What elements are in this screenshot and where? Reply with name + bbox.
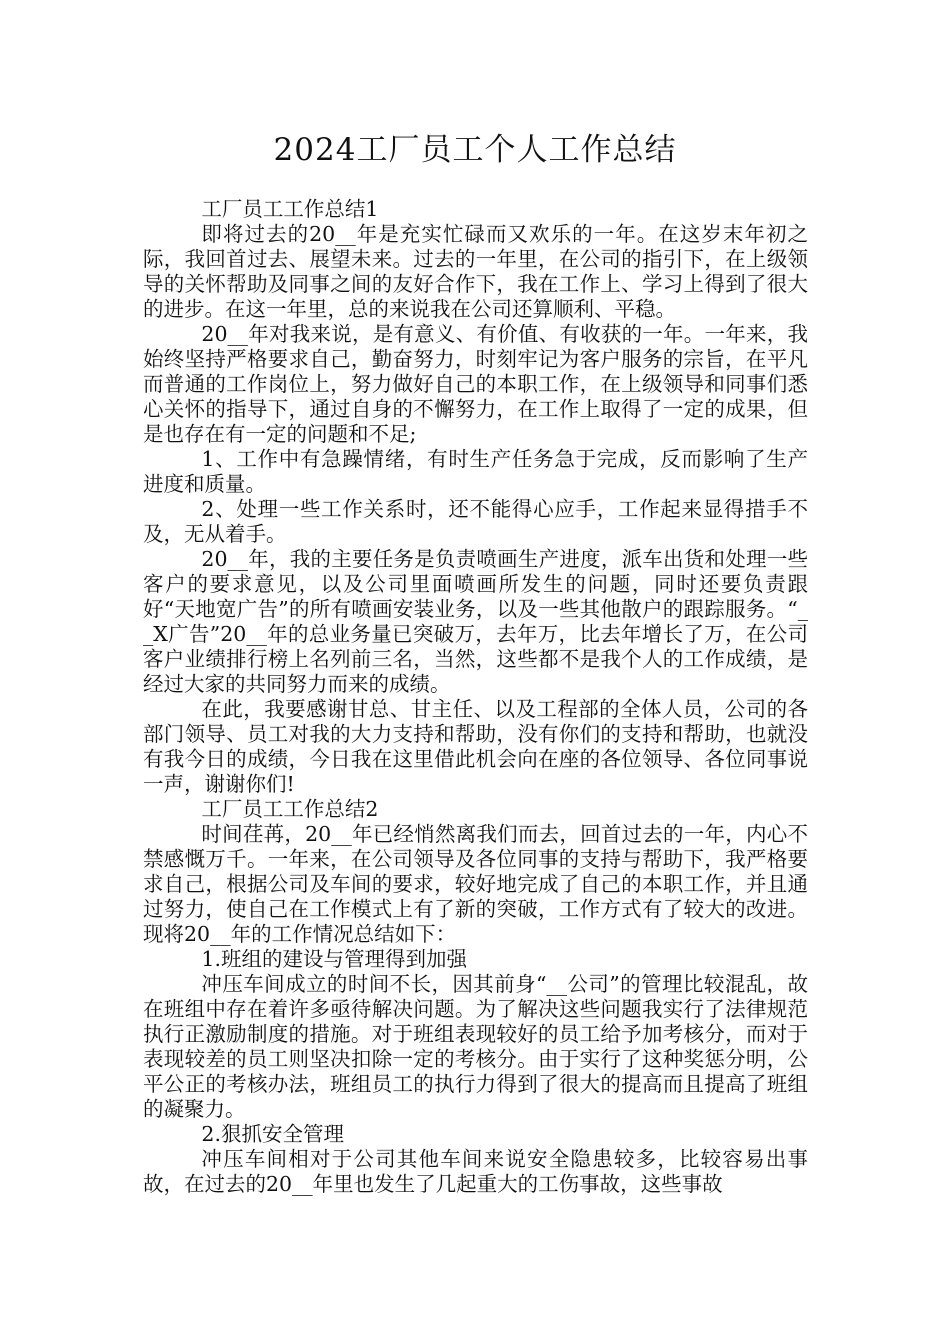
- list-item: 1、工作中有急躁情绪，有时生产任务急于完成，反而影响了生产进度和质量。: [143, 447, 808, 496]
- document-title: 2024工厂员工个人工作总结: [273, 132, 677, 168]
- paragraph: 冲压车间相对于公司其他车间来说安全隐患较多，比较容易出事故，在过去的20__年里也发生了几起重大的工伤事故，这些事故: [143, 1147, 808, 1196]
- paragraph: 在此，我要感谢甘总、甘主任、以及工程部的全体人员，公司的各部门领导、员工对我的大力支持和帮助，没有你们的支持和帮助，也就没有我今日的成绩，今日我在这里借此机会向在座的各位领导、各位同事说一声，谢谢你们!: [143, 697, 808, 796]
- section-heading: 工厂员工工作总结2: [201, 797, 379, 821]
- paragraph: 20__年对我来说，是有意义、有价值、有收获的一年。一年来，我始终坚持严格要求自己，勤奋努力，时刻牢记为客户服务的宗旨，在平凡而普通的工作岗位上，努力做好自己的本职工作，在上级领导和同事们悉心关怀的指导下，通过自身的不懈努力，在工作上取得了一定的成果，但是也存在有一定的问题和不足;: [143, 322, 808, 446]
- subsection-heading: 1.班组的建设与管理得到加强: [201, 947, 467, 971]
- paragraph: 冲压车间成立的时间不长，因其前身“__公司”的管理比较混乱，故在班组中存在着许多亟待解决问题。为了解决这些问题我实行了法律规范执行正激励制度的措施。对于班组表现较好的员工给予加考核分，而对于表现较差的员工则坚决扣除一定的考核分。由于实行了这种奖惩分明，公平公正的考核办法，班组员工的执行力得到了很大的提高而且提高了班组的凝聚力。: [143, 972, 808, 1121]
- list-item: 2、处理一些工作关系时，还不能得心应手，工作起来显得措手不及，无从着手。: [143, 497, 808, 546]
- paragraph: 20__年，我的主要任务是负责喷画生产进度，派车出货和处理一些客户的要求意见，以及公司里面喷画所发生的问题，同时还要负责跟好“天地宽广告”的所有喷画安装业务，以及一些其他散户的跟踪服务。“__X广告”20__年的总业务量已突破万，去年万，比去年增长了万，在公司客户业绩排行榜上名列前三名，当然，这些都不是我个人的工作成绩，是经过大家的共同努力而来的成绩。: [143, 547, 808, 696]
- section-heading: 工厂员工工作总结1: [201, 197, 379, 221]
- paragraph: 时间荏苒，20__年已经悄然离我们而去，回首过去的一年，内心不禁感慨万千。一年来，在公司领导及各位同事的支持与帮助下，我严格要求自己，根据公司及车间的要求，较好地完成了自己的本职工作，并且通过努力，使自己在工作模式上有了新的突破，工作方式有了较大的改进。现将20__年的工作情况总结如下：: [143, 822, 808, 946]
- document-body: [143, 197, 808, 1197]
- paragraph: 即将过去的20__年是充实忙碌而又欢乐的一年。在这岁末年初之际，我回首过去、展望未来。过去的一年里，在公司的指引下，在上级领导的关怀帮助及同事之间的友好合作下，我在工作上、学习上得到了很大的进步。在这一年里，总的来说我在公司还算顺利、平稳。: [143, 222, 808, 321]
- subsection-heading: 2.狠抓安全管理: [201, 1122, 344, 1146]
